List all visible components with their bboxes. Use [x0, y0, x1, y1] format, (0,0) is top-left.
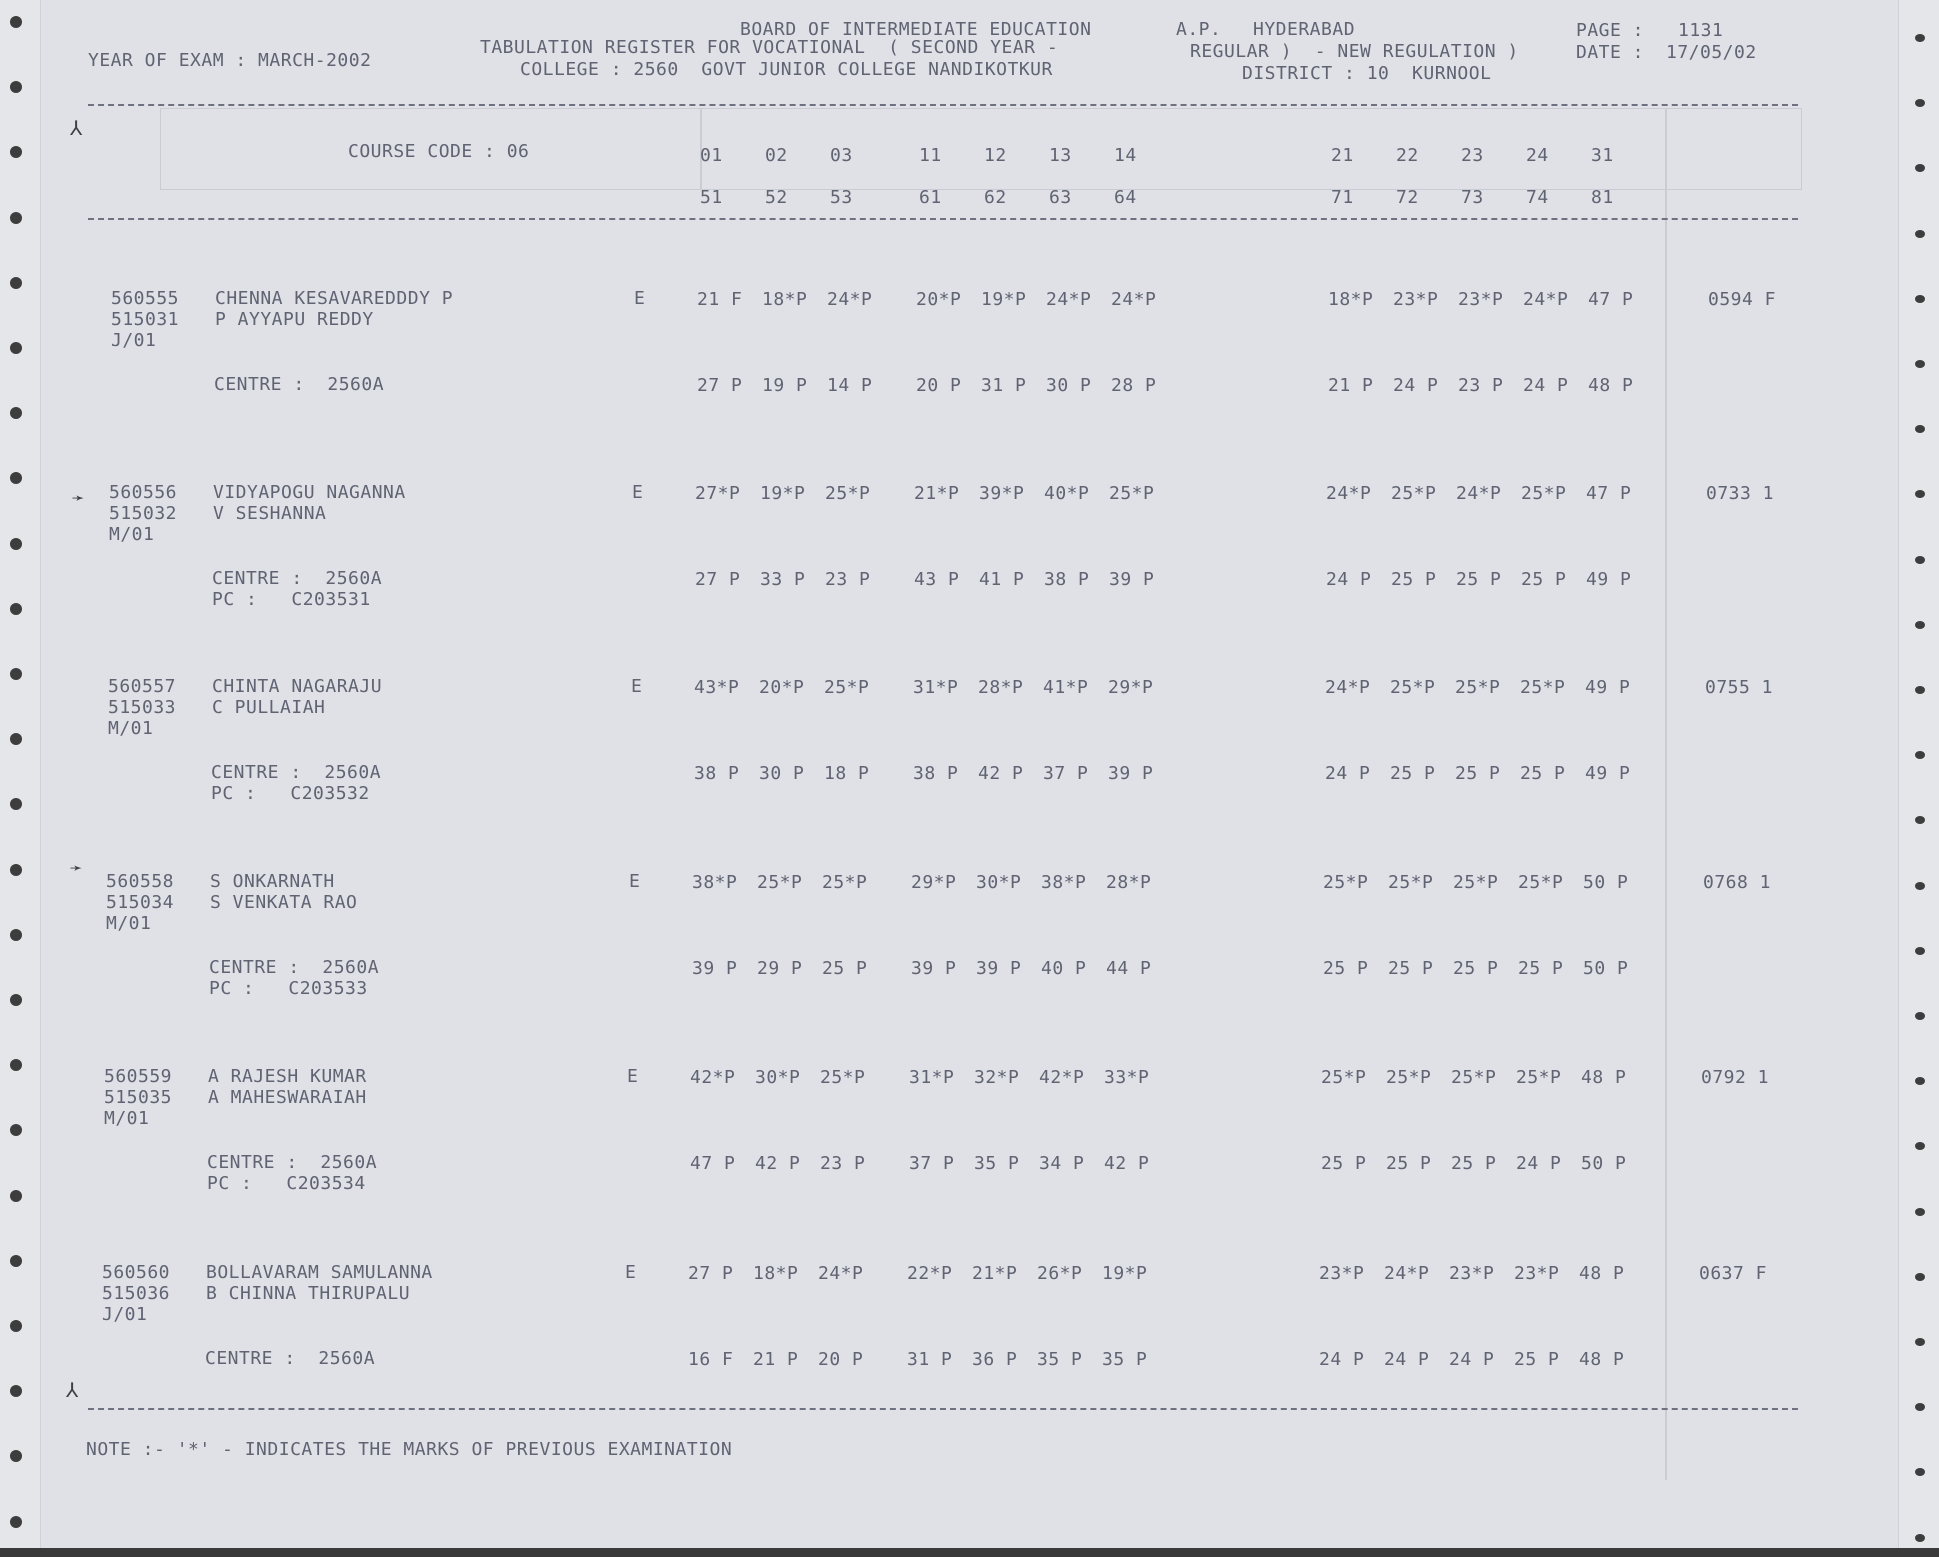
mark-cell: 25 P [1453, 958, 1499, 979]
page-label: PAGE : [1576, 20, 1645, 41]
mark-cell: 31*P [913, 677, 959, 698]
sprocket-hole [10, 1320, 22, 1332]
father-name: B CHINNA THIRUPALU [206, 1283, 411, 1304]
mark-cell: 21*P [972, 1263, 1018, 1284]
sprocket-hole [10, 1124, 22, 1136]
mark-cell: 30 P [759, 763, 805, 784]
student-name: CHINTA NAGARAJU [212, 676, 383, 697]
category-code: M/01 [109, 524, 155, 545]
mark-cell: 19*P [760, 483, 806, 504]
regulation: REGULAR ) - NEW REGULATION ) [1190, 41, 1519, 62]
mark-cell: 25*P [1388, 872, 1434, 893]
grand-total: 0637 F [1699, 1263, 1768, 1284]
mark-cell: 25*P [1516, 1067, 1562, 1088]
mark-cell: 41*P [1043, 677, 1089, 698]
mark-cell: 39 P [1109, 569, 1155, 590]
subject-code: 63 [1049, 187, 1072, 208]
grand-total: 0755 1 [1705, 677, 1774, 698]
rule-bottom [88, 1408, 1798, 1410]
father-name: P AYYAPU REDDY [215, 309, 374, 330]
pen-arrow-mark: ➛ [72, 486, 85, 510]
subject-code: 81 [1591, 187, 1614, 208]
mark-cell: 39 P [911, 958, 957, 979]
sprocket-hole [10, 603, 22, 615]
sprocket-hole [1915, 360, 1925, 368]
mark-cell: 25*P [1455, 677, 1501, 698]
mark-cell: 43 P [914, 569, 960, 590]
roll-number: 560556 [109, 482, 178, 503]
mark-cell: 21 F [697, 289, 743, 310]
mark-cell: 37 P [1043, 763, 1089, 784]
mark-cell: 25 P [1321, 1153, 1367, 1174]
rule-top [88, 104, 1798, 106]
subject-code: 71 [1331, 187, 1354, 208]
mark-cell: 25 P [1451, 1153, 1497, 1174]
mark-cell: 49 P [1586, 569, 1632, 590]
mark-cell: 47 P [1586, 483, 1632, 504]
medium-code: E [634, 288, 646, 309]
sprocket-hole [1915, 1273, 1925, 1281]
registration-number: 515032 [109, 503, 178, 524]
medium-code: E [629, 871, 641, 892]
mark-cell: 42*P [690, 1067, 736, 1088]
mark-cell: 25 P [1323, 958, 1369, 979]
pen-arrow-mark: ➛ [70, 856, 83, 880]
sprocket-hole [1915, 34, 1925, 42]
mark-cell: 26*P [1037, 1263, 1083, 1284]
mark-cell: 31 P [907, 1349, 953, 1370]
mark-cell: 25 P [1455, 763, 1501, 784]
mark-cell: 25 P [1521, 569, 1567, 590]
mark-cell: 38*P [1041, 872, 1087, 893]
mark-cell: 24 P [1449, 1349, 1495, 1370]
sprocket-hole [10, 146, 22, 158]
mark-cell: 25*P [1390, 677, 1436, 698]
year-of-exam: YEAR OF EXAM : MARCH-2002 [88, 50, 372, 71]
category-code: J/01 [111, 330, 157, 351]
subject-code: 01 [700, 145, 723, 166]
mark-cell: 25*P [1321, 1067, 1367, 1088]
mark-cell: 24*P [1326, 483, 1372, 504]
city: HYDERABAD [1253, 19, 1356, 40]
subject-code: 62 [984, 187, 1007, 208]
subject-code: 74 [1526, 187, 1549, 208]
mark-cell: 36 P [972, 1349, 1018, 1370]
mark-cell: 44 P [1106, 958, 1152, 979]
mark-cell: 25 P [822, 958, 868, 979]
left-tractor-strip [0, 0, 41, 1548]
mark-cell: 48 P [1579, 1349, 1625, 1370]
mark-cell: 18 P [824, 763, 870, 784]
mark-cell: 48 P [1581, 1067, 1627, 1088]
mark-cell: 39*P [979, 483, 1025, 504]
mark-cell: 42 P [978, 763, 1024, 784]
sprocket-hole [1915, 1534, 1925, 1542]
pen-tick-mark: ⅄ [70, 116, 83, 140]
mark-cell: 23*P [1393, 289, 1439, 310]
register-title: TABULATION REGISTER FOR VOCATIONAL ( SECOND YEAR - [480, 37, 1059, 58]
sprocket-hole [10, 407, 22, 419]
mark-cell: 29 P [757, 958, 803, 979]
sprocket-hole [10, 212, 22, 224]
sprocket-hole [1915, 1142, 1925, 1150]
mark-cell: 19 P [762, 375, 808, 396]
sprocket-hole [10, 16, 22, 28]
subject-code: 11 [919, 145, 942, 166]
sprocket-hole [1915, 1208, 1925, 1216]
pen-tick-mark: ⅄ [66, 1378, 79, 1402]
sprocket-hole [10, 733, 22, 745]
grand-total: 0733 1 [1706, 483, 1775, 504]
mark-cell: 31*P [909, 1067, 955, 1088]
mark-cell: 24*P [1111, 289, 1157, 310]
mark-cell: 24*P [818, 1263, 864, 1284]
subject-code: 22 [1396, 145, 1419, 166]
mark-cell: 25 P [1518, 958, 1564, 979]
mark-cell: 24*P [1325, 677, 1371, 698]
mark-cell: 47 P [1588, 289, 1634, 310]
grand-total: 0594 F [1708, 289, 1777, 310]
photo-code: PC : C203532 [211, 783, 370, 804]
sprocket-hole [1915, 751, 1925, 759]
board-name: BOARD OF INTERMEDIATE EDUCATION [740, 19, 1092, 40]
subject-code: 72 [1396, 187, 1419, 208]
mark-cell: 24 P [1516, 1153, 1562, 1174]
mark-cell: 27 P [697, 375, 743, 396]
sprocket-hole [10, 668, 22, 680]
mark-cell: 29*P [1108, 677, 1154, 698]
sprocket-hole [1915, 490, 1925, 498]
grand-total: 0768 1 [1703, 872, 1772, 893]
mark-cell: 28 P [1111, 375, 1157, 396]
subject-code: 64 [1114, 187, 1137, 208]
roll-number: 560555 [111, 288, 180, 309]
subject-code: 53 [830, 187, 853, 208]
subject-code: 03 [830, 145, 853, 166]
mark-cell: 25 P [1388, 958, 1434, 979]
student-name: VIDYAPOGU NAGANNA [213, 482, 406, 503]
mark-cell: 23 P [1458, 375, 1504, 396]
mark-cell: 19*P [1102, 1263, 1148, 1284]
mark-cell: 21*P [914, 483, 960, 504]
sprocket-hole [1915, 882, 1925, 890]
sprocket-hole [1915, 295, 1925, 303]
mark-cell: 37 P [909, 1153, 955, 1174]
sprocket-hole [10, 1516, 22, 1528]
college: COLLEGE : 2560 GOVT JUNIOR COLLEGE NANDIKOTKUR [520, 59, 1053, 80]
mark-cell: 21 P [753, 1349, 799, 1370]
mark-cell: 25*P [822, 872, 868, 893]
mark-cell: 40 P [1041, 958, 1087, 979]
mark-cell: 50 P [1583, 872, 1629, 893]
mark-cell: 25 P [1520, 763, 1566, 784]
registration-number: 515034 [106, 892, 175, 913]
category-code: M/01 [104, 1108, 150, 1129]
mark-cell: 35 P [974, 1153, 1020, 1174]
mark-cell: 48 P [1579, 1263, 1625, 1284]
mark-cell: 25 P [1514, 1349, 1560, 1370]
mark-cell: 24*P [1046, 289, 1092, 310]
registration-number: 515033 [108, 697, 177, 718]
mark-cell: 32*P [974, 1067, 1020, 1088]
mark-cell: 30*P [976, 872, 1022, 893]
subject-code: 73 [1461, 187, 1484, 208]
subject-code: 02 [765, 145, 788, 166]
mark-cell: 23 P [820, 1153, 866, 1174]
medium-code: E [632, 482, 644, 503]
course-code: COURSE CODE : 06 [348, 141, 530, 162]
sprocket-hole [10, 994, 22, 1006]
mark-cell: 20 P [916, 375, 962, 396]
mark-cell: 38 P [913, 763, 959, 784]
subject-code: 12 [984, 145, 1007, 166]
sprocket-hole [1915, 99, 1925, 107]
father-name: C PULLAIAH [212, 697, 326, 718]
mark-cell: 18*P [1328, 289, 1374, 310]
sprocket-hole [10, 1255, 22, 1267]
mark-cell: 29*P [911, 872, 957, 893]
mark-cell: 38 P [694, 763, 740, 784]
sprocket-hole [1915, 230, 1925, 238]
student-name: A RAJESH KUMAR [208, 1066, 367, 1087]
mark-cell: 33*P [1104, 1067, 1150, 1088]
mark-cell: 30 P [1046, 375, 1092, 396]
mark-cell: 24 P [1325, 763, 1371, 784]
right-tractor-strip [1898, 0, 1939, 1548]
mark-cell: 39 P [976, 958, 1022, 979]
father-name: A MAHESWARAIAH [208, 1087, 367, 1108]
mark-cell: 20*P [916, 289, 962, 310]
page-number: 1131 [1678, 20, 1724, 41]
sprocket-hole [1915, 164, 1925, 172]
mark-cell: 34 P [1039, 1153, 1085, 1174]
sprocket-hole [1915, 1403, 1925, 1411]
sprocket-hole [10, 929, 22, 941]
mark-cell: 48 P [1588, 375, 1634, 396]
sprocket-hole [1915, 1077, 1925, 1085]
state: A.P. [1176, 19, 1222, 40]
mark-cell: 31 P [981, 375, 1027, 396]
subject-code: 24 [1526, 145, 1549, 166]
mark-cell: 22*P [907, 1263, 953, 1284]
mark-cell: 39 P [692, 958, 738, 979]
mark-cell: 25*P [825, 483, 871, 504]
mark-cell: 20 P [818, 1349, 864, 1370]
mark-cell: 24 P [1393, 375, 1439, 396]
sprocket-hole [10, 1385, 22, 1397]
mark-cell: 24*P [1384, 1263, 1430, 1284]
roll-number: 560557 [108, 676, 177, 697]
mark-cell: 25 P [1391, 569, 1437, 590]
sprocket-hole [10, 1190, 22, 1202]
father-name: S VENKATA RAO [210, 892, 358, 913]
mark-cell: 33 P [760, 569, 806, 590]
mark-cell: 24 P [1523, 375, 1569, 396]
mark-cell: 24 P [1384, 1349, 1430, 1370]
footnote: NOTE :- '*' - INDICATES THE MARKS OF PREVIOUS EXAMINATION [86, 1439, 733, 1460]
mark-cell: 38 P [1044, 569, 1090, 590]
sprocket-hole [1915, 425, 1925, 433]
mark-cell: 20*P [759, 677, 805, 698]
mark-cell: 47 P [690, 1153, 736, 1174]
mark-cell: 16 F [688, 1349, 734, 1370]
mark-cell: 50 P [1583, 958, 1629, 979]
ghost-form-divider [1665, 108, 1667, 1480]
mark-cell: 25*P [1386, 1067, 1432, 1088]
photo-code: PC : C203534 [207, 1173, 366, 1194]
mark-cell: 23*P [1458, 289, 1504, 310]
sprocket-hole [10, 1450, 22, 1462]
exam-centre: CENTRE : 2560A [214, 374, 385, 395]
mark-cell: 25*P [1518, 872, 1564, 893]
medium-code: E [627, 1066, 639, 1087]
subject-code: 31 [1591, 145, 1614, 166]
sprocket-hole [10, 1059, 22, 1071]
sprocket-hole [10, 342, 22, 354]
mark-cell: 41 P [979, 569, 1025, 590]
mark-cell: 25*P [1109, 483, 1155, 504]
subject-code: 61 [919, 187, 942, 208]
mark-cell: 25*P [1391, 483, 1437, 504]
mark-cell: 14 P [827, 375, 873, 396]
print-date: 17/05/02 [1666, 42, 1757, 63]
mark-cell: 27*P [695, 483, 741, 504]
mark-cell: 21 P [1328, 375, 1374, 396]
exam-centre: CENTRE : 2560A [207, 1152, 378, 1173]
district: DISTRICT : 10 KURNOOL [1242, 63, 1492, 84]
subject-code: 21 [1331, 145, 1354, 166]
exam-centre: CENTRE : 2560A [209, 957, 380, 978]
mark-cell: 49 P [1585, 763, 1631, 784]
mark-cell: 25*P [1451, 1067, 1497, 1088]
mark-cell: 24*P [1456, 483, 1502, 504]
sprocket-hole [1915, 686, 1925, 694]
mark-cell: 42*P [1039, 1067, 1085, 1088]
mark-cell: 42 P [1104, 1153, 1150, 1174]
mark-cell: 24 P [1319, 1349, 1365, 1370]
mark-cell: 24 P [1326, 569, 1372, 590]
sprocket-hole [1915, 1338, 1925, 1346]
mark-cell: 27 P [688, 1263, 734, 1284]
roll-number: 560558 [106, 871, 175, 892]
mark-cell: 23*P [1449, 1263, 1495, 1284]
mark-cell: 35 P [1037, 1349, 1083, 1370]
mark-cell: 24*P [1523, 289, 1569, 310]
mark-cell: 18*P [753, 1263, 799, 1284]
mark-cell: 25 P [1386, 1153, 1432, 1174]
sprocket-hole [10, 538, 22, 550]
category-code: J/01 [102, 1304, 148, 1325]
mark-cell: 18*P [762, 289, 808, 310]
mark-cell: 25*P [820, 1067, 866, 1088]
father-name: V SESHANNA [213, 503, 327, 524]
mark-cell: 25*P [1323, 872, 1369, 893]
sprocket-hole [1915, 1468, 1925, 1476]
mark-cell: 28*P [978, 677, 1024, 698]
mark-cell: 24*P [827, 289, 873, 310]
mark-cell: 35 P [1102, 1349, 1148, 1370]
medium-code: E [625, 1262, 637, 1283]
photo-code: PC : C203533 [209, 978, 368, 999]
sprocket-hole [10, 864, 22, 876]
subject-code: 51 [700, 187, 723, 208]
mark-cell: 19*P [981, 289, 1027, 310]
mark-cell: 25*P [1520, 677, 1566, 698]
sprocket-hole [1915, 947, 1925, 955]
mark-cell: 38*P [692, 872, 738, 893]
mark-cell: 23 P [825, 569, 871, 590]
exam-centre: CENTRE : 2560A [211, 762, 382, 783]
category-code: M/01 [106, 913, 152, 934]
mark-cell: 23*P [1514, 1263, 1560, 1284]
student-name: CHENNA KESAVAREDDDY P [215, 288, 454, 309]
mark-cell: 25*P [757, 872, 803, 893]
mark-cell: 28*P [1106, 872, 1152, 893]
registration-number: 515035 [104, 1087, 173, 1108]
sprocket-hole [10, 277, 22, 289]
subject-code: 52 [765, 187, 788, 208]
grand-total: 0792 1 [1701, 1067, 1770, 1088]
rule-header-bottom [88, 218, 1798, 220]
mark-cell: 25*P [1521, 483, 1567, 504]
mark-cell: 30*P [755, 1067, 801, 1088]
mark-cell: 40*P [1044, 483, 1090, 504]
mark-cell: 25*P [1453, 872, 1499, 893]
mark-cell: 23*P [1319, 1263, 1365, 1284]
mark-cell: 25 P [1390, 763, 1436, 784]
subject-code: 13 [1049, 145, 1072, 166]
roll-number: 560560 [102, 1262, 171, 1283]
roll-number: 560559 [104, 1066, 173, 1087]
registration-number: 515031 [111, 309, 180, 330]
mark-cell: 43*P [694, 677, 740, 698]
sprocket-hole [10, 472, 22, 484]
mark-cell: 42 P [755, 1153, 801, 1174]
subject-code: 14 [1114, 145, 1137, 166]
mark-cell: 27 P [695, 569, 741, 590]
mark-cell: 25*P [824, 677, 870, 698]
sprocket-hole [1915, 556, 1925, 564]
registration-number: 515036 [102, 1283, 171, 1304]
sprocket-hole [10, 798, 22, 810]
sprocket-hole [1915, 816, 1925, 824]
subject-code: 23 [1461, 145, 1484, 166]
mark-cell: 50 P [1581, 1153, 1627, 1174]
student-name: S ONKARNATH [210, 871, 335, 892]
mark-cell: 39 P [1108, 763, 1154, 784]
date-label: DATE : [1576, 42, 1645, 63]
sprocket-hole [10, 81, 22, 93]
mark-cell: 49 P [1585, 677, 1631, 698]
sprocket-hole [1915, 621, 1925, 629]
photo-code: PC : C203531 [212, 589, 371, 610]
exam-centre: CENTRE : 2560A [205, 1348, 376, 1369]
sprocket-hole [1915, 1012, 1925, 1020]
student-name: BOLLAVARAM SAMULANNA [206, 1262, 433, 1283]
exam-centre: CENTRE : 2560A [212, 568, 383, 589]
category-code: M/01 [108, 718, 154, 739]
medium-code: E [631, 676, 643, 697]
mark-cell: 25 P [1456, 569, 1502, 590]
